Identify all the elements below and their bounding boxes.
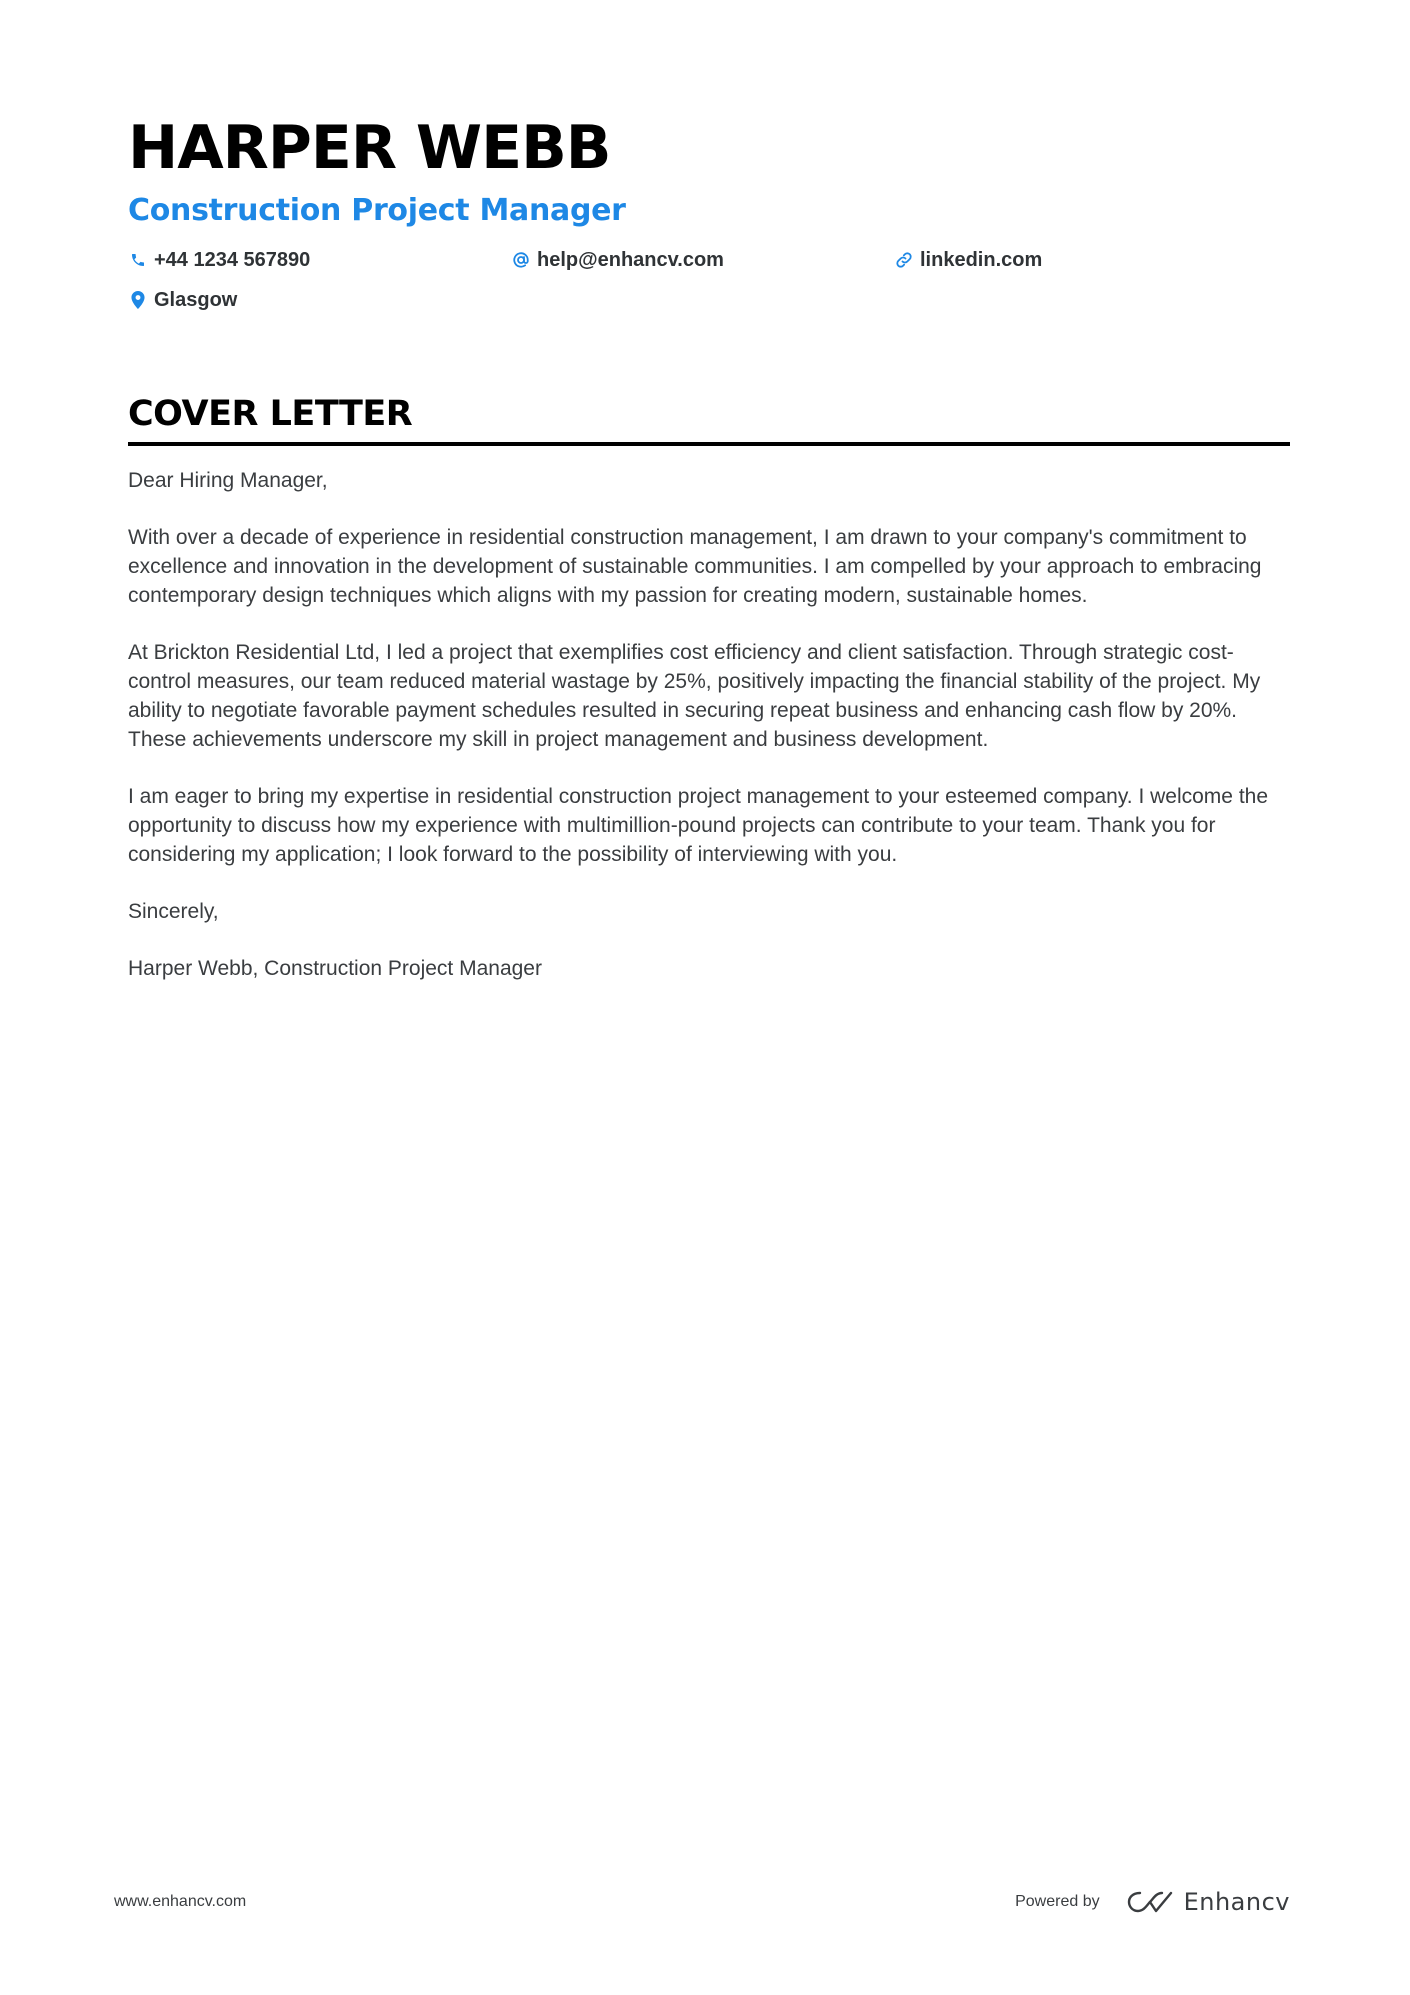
link-icon (894, 250, 914, 270)
contact-link[interactable] (894, 246, 1042, 274)
contact-info (128, 240, 1290, 324)
letter-greeting: Dear Hiring Manager, (128, 469, 328, 492)
candidate-name: HARPER WEBB (128, 113, 611, 183)
enhancv-logo-icon (1126, 1889, 1174, 1915)
letter-paragraph-3: I am eager to bring my expertise in residential construction project management to your esteemed company. I welcome the opportunity to discuss how my experience with multimillion-pound projects can contribute to your team. Thank you for considering my application; I look forward to the possibility of interviewing with you. (128, 785, 1269, 866)
contact-email[interactable] (511, 246, 724, 274)
at-icon (511, 250, 531, 270)
email-text[interactable]: help@enhancv.com (537, 248, 724, 271)
letter-signature: Harper Webb, Construction Project Manager (128, 957, 542, 980)
letter-closing: Sincerely, (128, 900, 219, 923)
phone-text: +44 1234 567890 (154, 248, 311, 271)
powered-by-label: Powered by (1015, 1893, 1100, 1910)
contact-phone (128, 246, 310, 274)
location-text: Glasgow (154, 288, 238, 311)
header (128, 108, 1290, 324)
letter-paragraph-1: With over a decade of experience in residential construction management, I am drawn to your company's commitment to excellence and innovation in the development of sustainable communities. I am compelled by your approach to embracing contemporary design techniques which aligns with my passion for creating modern, sustainable homes. (128, 526, 1262, 607)
candidate-title: Construction Project Manager (128, 193, 626, 228)
section-divider (128, 442, 1290, 446)
location-pin-icon (128, 290, 148, 310)
contact-location (128, 286, 237, 314)
link-text[interactable]: linkedin.com (920, 248, 1043, 271)
letter-body (128, 466, 1290, 983)
footer-website[interactable]: www.enhancv.com (114, 1893, 247, 1910)
letter-paragraph-2: At Brickton Residential Ltd, I led a project that exemplifies cost efficiency and client satisfaction. Through strategic cost-control measures, our team reduced material wastage by 25%, positively impacting the financial stability of the project. My ability to negotiate favorable payment schedules resulted in securing repeat business and enhancing cash flow by 20%. These achievements underscore my skill in project management and business development. (128, 641, 1261, 751)
footer-branding (1015, 1882, 1290, 1922)
cover-letter-section (128, 392, 1290, 1011)
brand-name: Enhancv (1183, 1888, 1290, 1916)
section-title: COVER LETTER (128, 394, 413, 434)
phone-icon (128, 250, 148, 270)
